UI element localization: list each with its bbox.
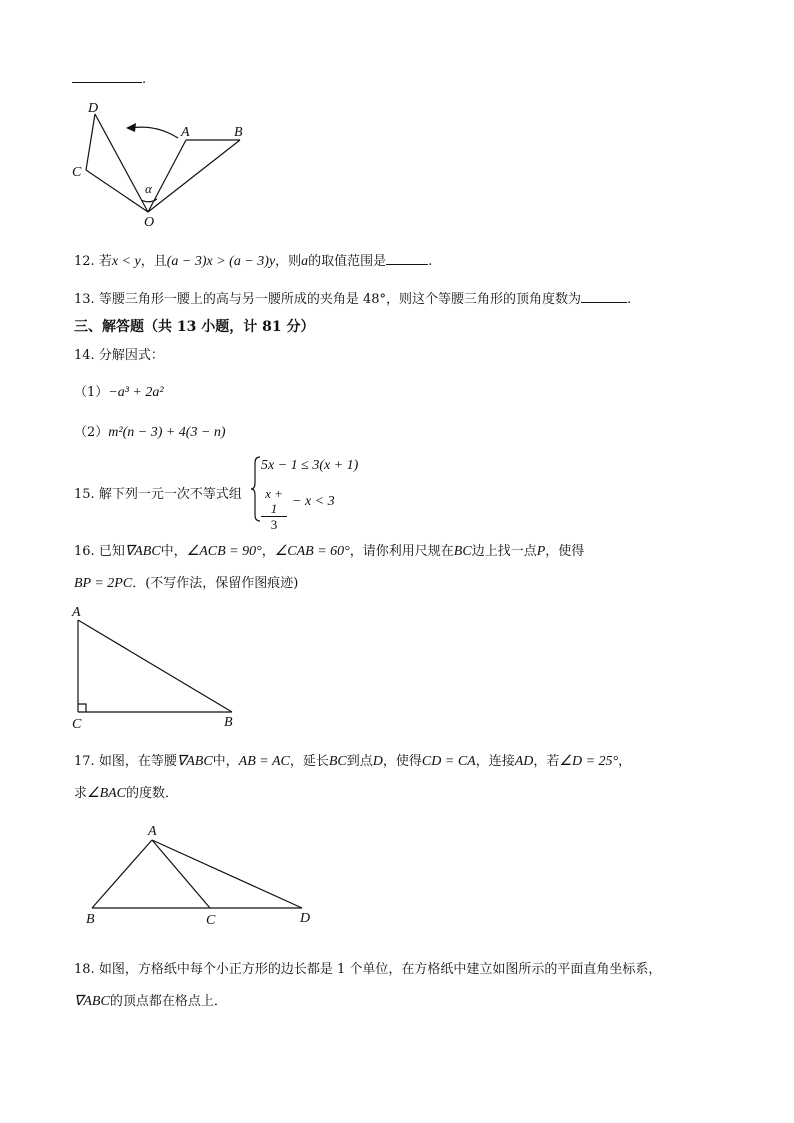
q17-text-f: ，连接 bbox=[475, 754, 515, 769]
q12-text-2: ，且 bbox=[140, 254, 167, 269]
q17-text-line2-a: 求 bbox=[74, 786, 88, 801]
q15-frac-den: 3 bbox=[270, 517, 278, 532]
segment-co bbox=[86, 170, 148, 212]
segment-do bbox=[95, 114, 148, 212]
q13-end: . bbox=[627, 292, 632, 307]
q17-text-b: 中， bbox=[212, 754, 239, 769]
q13-number: 13. bbox=[74, 292, 95, 307]
q13-blank bbox=[581, 290, 627, 303]
q16-sep: ， bbox=[261, 544, 275, 559]
q17-angle-2: ∠BAC bbox=[87, 786, 127, 801]
q16-equation: BP = 2PC bbox=[74, 576, 133, 591]
q17-angle: ∠D = 25° bbox=[559, 754, 619, 769]
question-15 bbox=[74, 483, 242, 502]
q16-text-a: 已知 bbox=[98, 544, 125, 559]
q12-end: . bbox=[428, 254, 433, 269]
q16-triangle: ∇ABC bbox=[124, 544, 161, 559]
q15-inequality-system bbox=[250, 455, 380, 532]
q18-number: 18. bbox=[74, 962, 95, 977]
label-b: B bbox=[234, 125, 243, 140]
q12-blank bbox=[386, 252, 428, 265]
q15-text: 解下列一元一次不等式组 bbox=[98, 487, 242, 502]
segment-ac bbox=[152, 840, 210, 908]
label-c: C bbox=[206, 913, 216, 928]
q12-text-1: 若 bbox=[98, 254, 112, 269]
q16-text-d: 边上找一点 bbox=[471, 544, 537, 559]
question-18-line-1 bbox=[74, 958, 661, 977]
label-b: B bbox=[86, 912, 95, 927]
q15-ineq-1: 5x − 1 ≤ 3(x + 1) bbox=[261, 458, 359, 473]
q17-text-a: 如图，在等腰 bbox=[98, 754, 177, 769]
q17-segment-2: AD bbox=[514, 754, 534, 769]
q13-text: 等腰三角形一腰上的高与另一腰所成的夹角是 48°，则这个等腰三角形的顶角度数为 bbox=[98, 292, 582, 307]
question-16-line-1 bbox=[74, 540, 584, 560]
q17-text-line2-b: 的度数． bbox=[126, 786, 179, 801]
q17-text-g: ，若 bbox=[533, 754, 560, 769]
q18-triangle: ∇ABC bbox=[74, 994, 110, 1009]
q17-point: D bbox=[372, 754, 383, 769]
q17-text-c: ，延长 bbox=[289, 754, 329, 769]
label-a: A bbox=[148, 824, 157, 839]
segment-bo bbox=[148, 140, 240, 212]
q16-number: 16. bbox=[74, 544, 95, 559]
arrowhead bbox=[126, 123, 136, 132]
q14-p1-label: （1） bbox=[74, 385, 109, 400]
q15-ineq-2-rest: − x < 3 bbox=[292, 494, 335, 509]
label-a: A bbox=[181, 125, 190, 140]
label-a: A bbox=[72, 605, 81, 620]
q17-triangle: ∇ABC bbox=[176, 754, 213, 769]
label-b: B bbox=[224, 715, 233, 730]
question-13 bbox=[74, 288, 631, 307]
q14-text: 分解因式： bbox=[98, 348, 164, 363]
question-18-line-2 bbox=[74, 990, 227, 1010]
q14-part-2 bbox=[74, 421, 226, 441]
q12-text-3: ，则 bbox=[275, 254, 302, 269]
q16-angle-1: ∠ACB = 90° bbox=[186, 544, 262, 559]
q17-eq-1: AB = AC bbox=[238, 754, 290, 769]
q16-text-e: ，使得 bbox=[545, 544, 585, 559]
q11-blank bbox=[72, 70, 142, 83]
q11-figure bbox=[66, 96, 266, 230]
q17-text-e: ，使得 bbox=[382, 754, 422, 769]
q16-text-c: ，请你利用尺规在 bbox=[349, 544, 454, 559]
segment-ab bbox=[92, 840, 152, 908]
q17-segment: BC bbox=[328, 754, 347, 769]
q12-text-4: 的取值范围是 bbox=[308, 254, 387, 269]
q18-text-line-1: 如图，方格纸中每个小正方形的边长都是 1 个单位，在方格纸中建立如图所示的平面直角坐标系， bbox=[98, 962, 662, 977]
q14-part-1 bbox=[74, 381, 164, 401]
q12-cond-1: x < y bbox=[111, 254, 141, 269]
q17-figure bbox=[78, 820, 328, 932]
label-c: C bbox=[72, 717, 82, 732]
label-c: C bbox=[72, 165, 82, 180]
q17-eq-2: CD = CA bbox=[421, 754, 476, 769]
question-16-line-2 bbox=[74, 572, 298, 592]
q15-frac-num: x + 1 bbox=[261, 486, 287, 517]
label-d: D bbox=[300, 911, 311, 926]
q15-number: 15. bbox=[74, 487, 95, 502]
label-d: D bbox=[88, 101, 99, 116]
rotation-arrow bbox=[130, 127, 178, 138]
q17-text-d: 到点 bbox=[346, 754, 373, 769]
question-12 bbox=[74, 250, 432, 270]
segment-ab bbox=[78, 620, 232, 712]
q11-answer-line bbox=[72, 70, 146, 87]
segment-dc bbox=[86, 114, 95, 170]
q12-cond-2: (a − 3)x > (a − 3)y bbox=[166, 254, 276, 269]
segment-ad bbox=[152, 840, 302, 908]
q12-var: a bbox=[301, 254, 309, 269]
q16-figure bbox=[66, 600, 256, 734]
q16-text-line-2: ．(不写作法，保留作图痕迹) bbox=[132, 576, 299, 591]
q18-text-line-2: 的顶点都在格点上． bbox=[109, 994, 227, 1009]
label-alpha: α bbox=[145, 181, 152, 196]
section-3-title: 三、解答题（共 13 小题，计 81 分） bbox=[74, 319, 315, 335]
label-o: O bbox=[144, 215, 155, 230]
q17-number: 17. bbox=[74, 754, 95, 769]
q17-text-h: ， bbox=[618, 754, 632, 769]
q16-text-b: 中， bbox=[160, 544, 187, 559]
q14-p2-expr: m²(n − 3) + 4(3 − n) bbox=[108, 425, 226, 440]
q16-point: P bbox=[536, 544, 546, 559]
q14-number: 14. bbox=[74, 348, 95, 363]
question-14 bbox=[74, 344, 164, 363]
question-17-line-2 bbox=[74, 782, 178, 802]
q14-p1-expr: −a³ + 2a² bbox=[108, 385, 164, 400]
q15-fraction bbox=[261, 486, 287, 533]
question-17-line-1 bbox=[74, 750, 631, 770]
right-angle-mark bbox=[78, 704, 86, 712]
q12-number: 12. bbox=[74, 254, 95, 269]
q14-p2-label: （2） bbox=[74, 425, 109, 440]
q11-end-mark: . bbox=[142, 72, 147, 87]
q16-segment: BC bbox=[453, 544, 472, 559]
q16-angle-2: ∠CAB = 60° bbox=[274, 544, 350, 559]
